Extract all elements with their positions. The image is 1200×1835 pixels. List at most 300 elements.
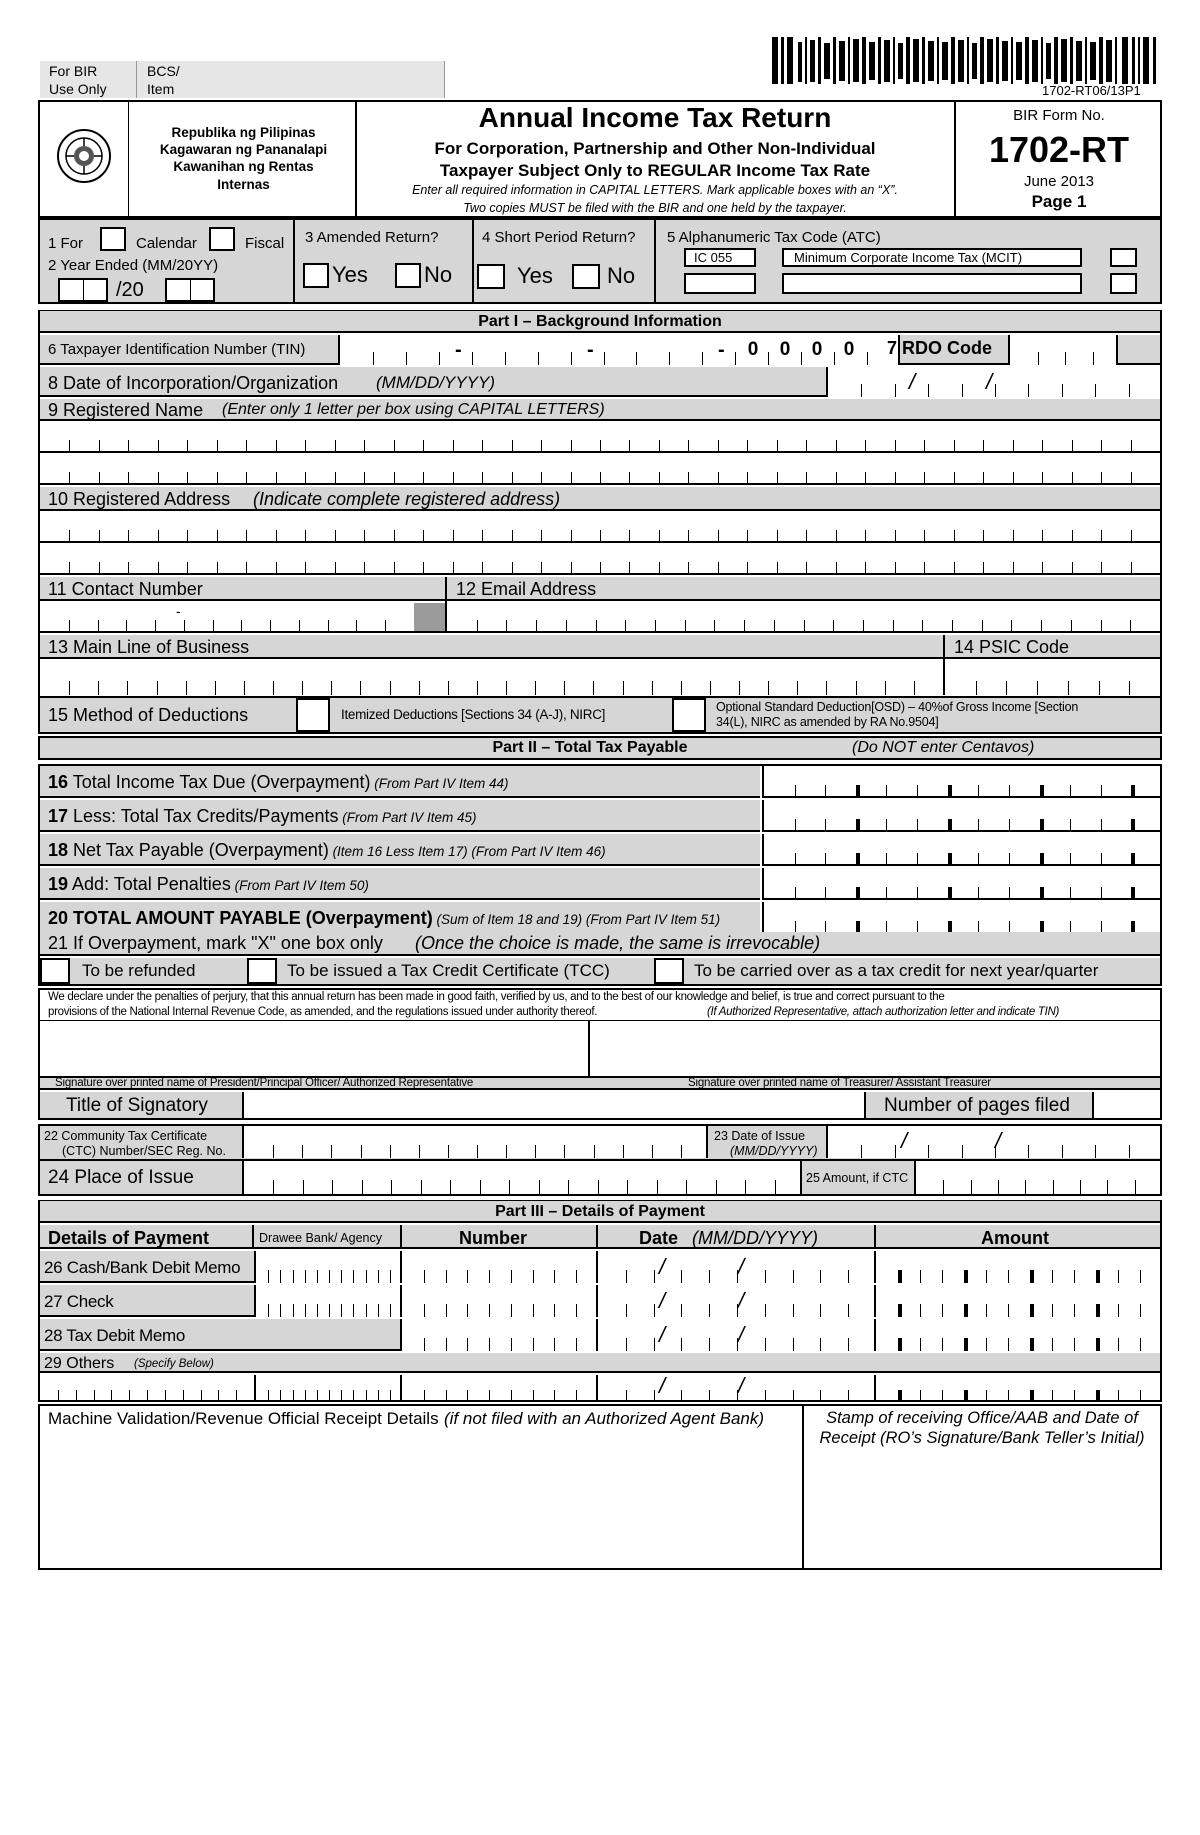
comb-tick bbox=[825, 819, 826, 832]
comb-tick bbox=[439, 352, 440, 365]
comb-tick bbox=[576, 1270, 577, 1283]
short-yes-label: Yes bbox=[517, 263, 553, 288]
payment-row-label: 28 Tax Debit Memo bbox=[44, 1326, 186, 1345]
comb-tick bbox=[423, 562, 424, 575]
stamp-label-2: Receipt (RO’s Signature/Bank Teller’s Initial) bbox=[819, 1429, 1145, 1447]
comb-tick bbox=[833, 620, 834, 633]
year-ended-slash20: /20 bbox=[116, 279, 144, 301]
reg-addr-input[interactable] bbox=[40, 545, 1160, 575]
comb-tick bbox=[378, 1304, 379, 1317]
comb-tick bbox=[187, 562, 188, 575]
signature-president-field[interactable] bbox=[40, 1021, 588, 1075]
machine-validation-field[interactable] bbox=[40, 1432, 802, 1568]
comb-tick bbox=[795, 819, 796, 832]
calendar-checkbox[interactable] bbox=[100, 227, 126, 251]
comb-tick bbox=[1070, 853, 1071, 866]
comb-tick bbox=[856, 785, 860, 798]
comb-tick bbox=[895, 384, 896, 397]
comb-tick bbox=[1074, 1338, 1075, 1351]
comb-tick bbox=[598, 1180, 599, 1194]
number-input[interactable] bbox=[400, 1251, 596, 1283]
comb-tick bbox=[506, 620, 507, 633]
comb-tick bbox=[158, 472, 159, 485]
comb-tick bbox=[394, 530, 395, 543]
tin-branch-digit: 0 bbox=[779, 339, 791, 360]
atc-desc-box[interactable] bbox=[782, 248, 1082, 267]
email-input[interactable] bbox=[447, 603, 1160, 633]
part2-amount-input[interactable] bbox=[762, 766, 1160, 798]
comb-tick bbox=[335, 530, 336, 543]
comb-tick bbox=[273, 681, 274, 695]
comb-tick bbox=[943, 1180, 944, 1194]
comb-tick bbox=[856, 819, 860, 832]
comb-tick bbox=[331, 1145, 332, 1158]
comb-tick bbox=[775, 1180, 776, 1194]
comb-tick bbox=[836, 440, 837, 453]
comb-tick bbox=[1096, 1304, 1100, 1317]
comb-tick bbox=[541, 530, 542, 543]
comb-tick bbox=[1118, 1304, 1119, 1317]
comb-tick bbox=[688, 530, 689, 543]
comb-tick bbox=[299, 620, 300, 633]
comb-tick bbox=[568, 1180, 569, 1194]
comb-tick bbox=[305, 562, 306, 575]
comb-tick bbox=[652, 1145, 653, 1158]
column-divider bbox=[874, 1225, 876, 1249]
part2-item-text: TOTAL AMOUNT PAYABLE (Overpayment) bbox=[68, 908, 433, 928]
comb-tick bbox=[681, 1390, 682, 1401]
comb-tick bbox=[246, 530, 247, 543]
comb-tick bbox=[448, 681, 449, 695]
comb-tick bbox=[111, 1390, 112, 1401]
payment-date-input[interactable] bbox=[596, 1319, 874, 1351]
comb-tick bbox=[793, 1270, 794, 1283]
comb-tick bbox=[276, 440, 277, 453]
comb-tick bbox=[986, 1270, 987, 1283]
comb-tick bbox=[446, 1338, 447, 1351]
tin-dash-2: - bbox=[587, 339, 594, 361]
comb-tick bbox=[1053, 1180, 1054, 1194]
number-input[interactable] bbox=[400, 1319, 596, 1351]
comb-tick bbox=[362, 1180, 363, 1194]
part2-amount-input[interactable] bbox=[762, 902, 1160, 934]
comb-tick bbox=[964, 1270, 968, 1283]
comb-tick bbox=[512, 472, 513, 485]
date-slash: / bbox=[738, 1288, 745, 1313]
atc-code-box[interactable] bbox=[684, 248, 756, 267]
contact-gray-cell bbox=[414, 603, 445, 633]
comb-tick bbox=[390, 1304, 391, 1317]
part2-note: (Do NOT enter Centavos) bbox=[852, 739, 1035, 756]
part2-amount-input[interactable] bbox=[762, 868, 1160, 900]
column-divider bbox=[252, 1225, 254, 1249]
place-issue-input[interactable] bbox=[242, 1161, 802, 1194]
comb-tick bbox=[482, 530, 483, 543]
comb-tick bbox=[489, 1304, 490, 1317]
comb-tick bbox=[356, 620, 357, 633]
comb-tick bbox=[920, 1270, 921, 1283]
comb-tick bbox=[826, 681, 827, 695]
comb-tick bbox=[99, 562, 100, 575]
ctc-label-1: 22 Community Tax Certificate bbox=[44, 1129, 208, 1143]
comb-tick bbox=[948, 853, 952, 866]
payment-date-input[interactable] bbox=[596, 1285, 874, 1317]
comb-tick bbox=[305, 472, 306, 485]
comb-tick bbox=[571, 530, 572, 543]
comb-tick bbox=[448, 1145, 449, 1158]
comb-tick bbox=[1096, 1390, 1100, 1401]
comb-tick bbox=[920, 1338, 921, 1351]
comb-tick bbox=[655, 620, 656, 633]
others-amount-input[interactable] bbox=[874, 1375, 1160, 1400]
part2-item-text: Net Tax Payable (Overpayment) bbox=[68, 840, 329, 860]
comb-tick bbox=[659, 472, 660, 485]
signature-caption-1: Signature over printed name of President/Principal Officer/ Authorized Representative bbox=[55, 1077, 474, 1089]
comb-tick bbox=[423, 530, 424, 543]
form-instruction-2: Two copies MUST be filed with the BIR and one held by the taxpayer. bbox=[463, 201, 847, 215]
comb-tick bbox=[917, 887, 918, 900]
part2-item-ref: (From Part IV Item 45) bbox=[338, 810, 477, 825]
col-amount-label: Amount bbox=[981, 1228, 1049, 1248]
amount-input[interactable] bbox=[874, 1319, 1160, 1351]
comb-tick bbox=[533, 1304, 534, 1317]
contact-dash: - bbox=[176, 603, 181, 619]
comb-tick bbox=[187, 472, 188, 485]
comb-tick bbox=[659, 530, 660, 543]
payment-date-input[interactable] bbox=[596, 1251, 874, 1283]
comb-tick bbox=[69, 440, 70, 453]
date-inc-format: (MM/DD/YYYY) bbox=[376, 373, 495, 392]
comb-tick bbox=[747, 530, 748, 543]
comb-tick bbox=[806, 562, 807, 575]
payment-row-label: 26 Cash/Bank Debit Memo bbox=[44, 1258, 241, 1277]
part2-amount-input[interactable] bbox=[762, 800, 1160, 832]
comb-tick bbox=[533, 1270, 534, 1283]
amount-ctc-label: 25 Amount, if CTC bbox=[806, 1171, 909, 1185]
comb-tick bbox=[623, 1145, 624, 1158]
amended-yes-checkbox[interactable] bbox=[303, 263, 329, 288]
comb-tick bbox=[978, 785, 979, 798]
tin-label: 6 Taxpayer Identification Number (TIN) bbox=[48, 341, 306, 358]
comb-tick bbox=[576, 1338, 577, 1351]
others-note: (Specify Below) bbox=[134, 1358, 214, 1370]
comb-tick bbox=[217, 530, 218, 543]
comb-tick bbox=[1071, 620, 1072, 633]
pages-filed-input[interactable] bbox=[1092, 1092, 1160, 1118]
comb-tick bbox=[777, 440, 778, 453]
comb-tick bbox=[539, 1180, 540, 1194]
comb-tick bbox=[364, 472, 365, 485]
comb-tick bbox=[366, 1390, 367, 1401]
comb-tick bbox=[187, 440, 188, 453]
comb-tick bbox=[394, 440, 395, 453]
comb-tick bbox=[268, 1390, 269, 1401]
comb-tick bbox=[709, 1304, 710, 1317]
reg-name-note: (Enter only 1 letter per box using CAPITAL LETTERS) bbox=[222, 401, 605, 418]
year-ended-month-input[interactable] bbox=[58, 278, 108, 302]
others-drawee-input[interactable] bbox=[254, 1375, 400, 1400]
comb-tick bbox=[917, 785, 918, 798]
date-slash: / bbox=[986, 369, 993, 394]
comb-tick bbox=[681, 1338, 682, 1351]
comb-tick bbox=[865, 440, 866, 453]
comb-tick bbox=[681, 1145, 682, 1158]
comb-tick bbox=[482, 562, 483, 575]
comb-tick bbox=[535, 681, 536, 695]
comb-tick bbox=[600, 530, 601, 543]
comb-tick bbox=[629, 472, 630, 485]
comb-tick bbox=[714, 620, 715, 633]
rdo-input[interactable] bbox=[1008, 335, 1118, 365]
comb-tick bbox=[390, 1270, 391, 1283]
part2-amount-input[interactable] bbox=[762, 834, 1160, 866]
comb-tick bbox=[917, 853, 918, 866]
comb-tick bbox=[895, 530, 896, 543]
comb-tick bbox=[506, 1145, 507, 1158]
comb-tick bbox=[303, 1180, 304, 1194]
comb-tick bbox=[332, 1180, 333, 1194]
comb-tick bbox=[886, 819, 887, 832]
comb-tick bbox=[535, 1145, 536, 1158]
comb-tick bbox=[213, 620, 214, 633]
comb-tick bbox=[390, 1145, 391, 1158]
title-signatory-input[interactable] bbox=[242, 1092, 866, 1118]
comb-tick bbox=[861, 1145, 862, 1158]
comb-tick bbox=[1013, 530, 1014, 543]
comb-tick bbox=[158, 530, 159, 543]
refund-checkbox[interactable] bbox=[40, 958, 70, 984]
comb-tick bbox=[467, 1304, 468, 1317]
comb-tick bbox=[998, 1180, 999, 1194]
comb-tick bbox=[489, 1270, 490, 1283]
psic-label: 14 PSIC Code bbox=[954, 637, 1070, 657]
comb-tick bbox=[982, 620, 983, 633]
mlob-input[interactable] bbox=[40, 661, 943, 695]
part2-item-number: 17 bbox=[48, 806, 69, 826]
comb-tick bbox=[718, 440, 719, 453]
date-slash: / bbox=[909, 369, 916, 394]
bir-seal-icon bbox=[56, 128, 112, 184]
comb-tick bbox=[373, 352, 374, 365]
comb-tick bbox=[848, 1270, 849, 1283]
comb-tick bbox=[566, 620, 567, 633]
comb-tick bbox=[94, 1390, 95, 1401]
others-date-input[interactable] bbox=[596, 1375, 874, 1400]
column-divider bbox=[596, 1225, 598, 1249]
carry-checkbox[interactable] bbox=[654, 958, 684, 984]
comb-tick bbox=[765, 1338, 766, 1351]
atc-check-1[interactable] bbox=[1110, 248, 1137, 267]
comb-tick bbox=[765, 1304, 766, 1317]
others-specify-input[interactable] bbox=[40, 1375, 254, 1400]
contact-input[interactable] bbox=[40, 603, 414, 633]
comb-tick bbox=[986, 1390, 987, 1401]
fiscal-checkbox[interactable] bbox=[209, 227, 235, 251]
comb-tick bbox=[739, 681, 740, 695]
comb-tick bbox=[246, 562, 247, 575]
comb-tick bbox=[335, 562, 336, 575]
comb-tick bbox=[718, 562, 719, 575]
comb-tick bbox=[317, 1270, 318, 1283]
comb-tick bbox=[328, 620, 329, 633]
comb-tick bbox=[806, 472, 807, 485]
comb-tick bbox=[69, 530, 70, 543]
rdo-label: 7 RDO Code bbox=[887, 338, 993, 358]
comb-tick bbox=[511, 1304, 512, 1317]
comb-tick bbox=[366, 1270, 367, 1283]
comb-tick bbox=[1140, 1270, 1141, 1283]
comb-tick bbox=[477, 681, 478, 695]
reg-name-input[interactable] bbox=[40, 423, 1160, 453]
comb-tick bbox=[681, 681, 682, 695]
comb-tick bbox=[797, 681, 798, 695]
comb-tick bbox=[954, 562, 955, 575]
comb-tick bbox=[596, 620, 597, 633]
comb-tick bbox=[270, 620, 271, 633]
comb-tick bbox=[806, 530, 807, 543]
comb-tick bbox=[718, 472, 719, 485]
date-issue-input[interactable] bbox=[826, 1126, 1160, 1158]
atc-check-2[interactable] bbox=[1110, 273, 1137, 294]
comb-tick bbox=[353, 1304, 354, 1317]
comb-tick bbox=[482, 440, 483, 453]
comb-tick bbox=[747, 472, 748, 485]
comb-tick bbox=[594, 1145, 595, 1158]
comb-tick bbox=[659, 440, 660, 453]
part2-item-label bbox=[48, 773, 509, 791]
comb-tick bbox=[217, 562, 218, 575]
comb-tick bbox=[571, 472, 572, 485]
amended-no-label: No bbox=[424, 262, 453, 287]
comb-tick bbox=[629, 562, 630, 575]
comb-tick bbox=[305, 1390, 306, 1401]
date-inc-input[interactable] bbox=[826, 367, 1160, 397]
comb-tick bbox=[366, 1304, 367, 1317]
comb-tick bbox=[964, 1338, 968, 1351]
tin-dash-1: - bbox=[455, 339, 462, 361]
comb-tick bbox=[1052, 1390, 1053, 1401]
part2-item-number: 18 bbox=[48, 840, 69, 860]
comb-tick bbox=[1072, 440, 1073, 453]
drawee-input[interactable] bbox=[254, 1251, 400, 1283]
comb-tick bbox=[511, 1338, 512, 1351]
comb-tick bbox=[928, 384, 929, 397]
comb-tick bbox=[187, 530, 188, 543]
comb-tick bbox=[765, 1390, 766, 1401]
comb-tick bbox=[69, 472, 70, 485]
comb-tick bbox=[806, 440, 807, 453]
short-no-checkbox[interactable] bbox=[572, 264, 600, 289]
comb-tick bbox=[329, 1304, 330, 1317]
comb-tick bbox=[571, 440, 572, 453]
year-ended-label: 2 Year Ended (MM/20YY) bbox=[48, 257, 219, 274]
comb-tick bbox=[128, 530, 129, 543]
atc-code-box-2[interactable] bbox=[684, 273, 756, 294]
tcc-checkbox[interactable] bbox=[247, 958, 277, 984]
comb-tick bbox=[825, 785, 826, 798]
osd-label-1: Optional Standard Deduction[OSD) – 40%of Gross Income [Section bbox=[716, 700, 1079, 714]
comb-tick bbox=[391, 1180, 392, 1194]
comb-tick bbox=[329, 1270, 330, 1283]
comb-tick bbox=[453, 530, 454, 543]
form-subtitle-2: Taxpayer Subject Only to REGULAR Income Tax Rate bbox=[439, 161, 871, 180]
signature-treasurer-field[interactable] bbox=[590, 1021, 1160, 1075]
comb-tick bbox=[419, 681, 420, 695]
date-slash: / bbox=[738, 1322, 745, 1347]
comb-tick bbox=[1101, 819, 1102, 832]
comb-tick bbox=[1068, 681, 1069, 695]
comb-tick bbox=[128, 562, 129, 575]
ctc-input[interactable] bbox=[242, 1126, 708, 1158]
atc-desc-box-2[interactable] bbox=[782, 273, 1082, 294]
comb-tick bbox=[1013, 562, 1014, 575]
psic-input[interactable] bbox=[945, 661, 1160, 695]
comb-tick bbox=[924, 472, 925, 485]
comb-tick bbox=[895, 440, 896, 453]
date-slash: / bbox=[659, 1322, 666, 1347]
part2-item-ref: (From Part IV Item 50) bbox=[230, 878, 369, 893]
amount-input[interactable] bbox=[874, 1251, 1160, 1283]
year-ended-year-input[interactable] bbox=[165, 278, 215, 302]
comb-tick bbox=[571, 352, 572, 365]
comb-tick bbox=[995, 384, 996, 397]
comb-tick bbox=[276, 530, 277, 543]
comb-tick bbox=[1013, 472, 1014, 485]
comb-tick bbox=[293, 1390, 294, 1401]
number-input[interactable] bbox=[400, 1285, 596, 1317]
form-subtitle-1: For Corporation, Partnership and Other Non-Individual bbox=[434, 139, 876, 158]
comb-tick bbox=[390, 681, 391, 695]
comb-tick bbox=[636, 352, 637, 365]
reg-addr-input[interactable] bbox=[40, 513, 1160, 543]
tin-dash-3: - bbox=[718, 339, 725, 361]
date-slash: / bbox=[659, 1373, 666, 1398]
comb-tick bbox=[978, 887, 979, 900]
comb-tick bbox=[865, 530, 866, 543]
comb-tick bbox=[654, 1338, 655, 1351]
email-label: 12 Email Address bbox=[456, 579, 597, 599]
form-title: Annual Income Tax Return bbox=[478, 102, 832, 133]
comb-tick bbox=[709, 1390, 710, 1401]
comb-tick bbox=[1101, 785, 1102, 798]
itemized-checkbox[interactable] bbox=[296, 698, 330, 732]
barcode-code: 1702-RT06/13P1 bbox=[1042, 83, 1141, 98]
refund-label: To be refunded bbox=[82, 961, 196, 980]
comb-tick bbox=[446, 1270, 447, 1283]
amended-no-checkbox[interactable] bbox=[395, 263, 421, 288]
drawee-input[interactable] bbox=[254, 1285, 400, 1317]
amount-input[interactable] bbox=[874, 1285, 1160, 1317]
comb-tick bbox=[768, 681, 769, 695]
comb-tick bbox=[1129, 384, 1130, 397]
agency-1: Republika ng Pilipinas bbox=[171, 125, 316, 140]
comb-tick bbox=[886, 785, 887, 798]
short-yes-checkbox[interactable] bbox=[477, 264, 505, 289]
comb-tick bbox=[983, 472, 984, 485]
comb-tick bbox=[302, 681, 303, 695]
comb-tick bbox=[378, 1270, 379, 1283]
comb-tick bbox=[895, 1145, 896, 1158]
comb-tick bbox=[795, 853, 796, 866]
comb-tick bbox=[453, 472, 454, 485]
amount-ctc-input[interactable] bbox=[914, 1161, 1160, 1194]
comb-tick bbox=[765, 1270, 766, 1283]
date-issue-slash: / bbox=[995, 1128, 1002, 1153]
reg-name-input[interactable] bbox=[40, 455, 1160, 485]
osd-checkbox[interactable] bbox=[672, 698, 706, 732]
comb-tick bbox=[554, 1304, 555, 1317]
others-number-input[interactable] bbox=[400, 1375, 596, 1400]
